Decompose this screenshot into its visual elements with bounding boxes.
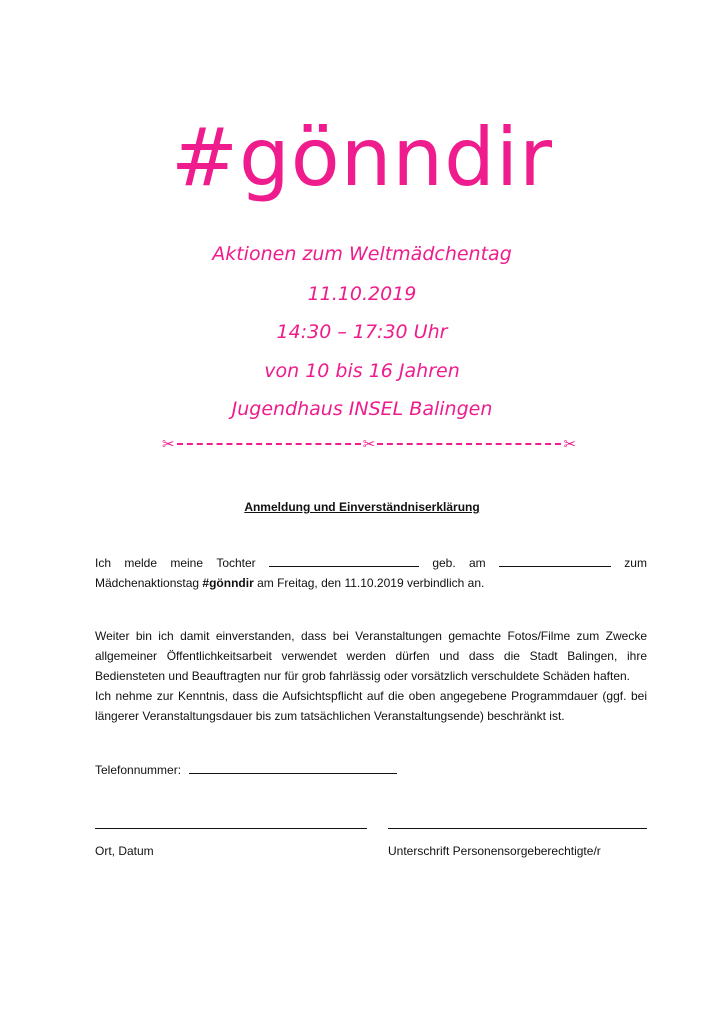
event-age-range: von 10 bis 16 Jahren — [264, 360, 460, 382]
daughter-name-field[interactable] — [269, 554, 419, 567]
word: meine — [170, 556, 204, 570]
event-location: Jugendhaus INSEL Balingen — [231, 398, 493, 420]
word: melde — [124, 556, 158, 570]
place-date-field[interactable] — [95, 828, 367, 829]
word: zum — [624, 556, 647, 570]
registration-line-2 — [95, 573, 647, 593]
event-date: 11.10.2019 — [307, 283, 417, 305]
supervision-paragraph: Ich nehme zur Kenntnis, dass die Aufsichtspflicht auf die oben angegebene Programmdauer (ggf. bei längerer Veranstaltungsdauer bis zum tatsächlichen Veranstaltungsende) beschränkt ist. — [95, 689, 647, 723]
dashed-divider — [377, 443, 561, 445]
word: geb. — [432, 556, 456, 570]
registration-text: am Freitag, den 11.10.2019 verbindlich an. — [253, 576, 485, 590]
cut-line — [162, 432, 576, 456]
signature-label: Unterschrift Personensorgeberechtigte/r — [388, 844, 601, 858]
word: Tochter — [216, 556, 256, 570]
birthdate-field[interactable] — [499, 554, 611, 567]
phone-row — [95, 760, 647, 780]
place-date-label: Ort, Datum — [95, 844, 154, 858]
registration-paragraph — [95, 553, 647, 593]
word: am — [468, 556, 486, 570]
event-time: 14:30 – 17:30 Uhr — [276, 321, 448, 343]
phone-field[interactable] — [189, 761, 397, 774]
hashtag-title: #gönndir — [170, 111, 554, 204]
consent-paragraph: Weiter bin ich damit einverstanden, dass bei Veranstaltungen gemachte Fotos/Filme zum Zwecke allgemeiner Öffentlichkeitsarbeit verwendet werden dürfen und dass die Stadt Balingen, ihre Bediensteten und Beauftragten nur für grob fahrlässig oder vorsätzlich verschuldete Schäden haften. — [95, 629, 647, 683]
registration-line-1 — [95, 553, 647, 573]
dashed-divider — [177, 443, 361, 445]
scissors-icon: ✂ — [563, 435, 577, 453]
word: Ich — [95, 556, 112, 570]
registration-text: Mädchenaktionstag — [95, 576, 203, 590]
scissors-icon: ✂ — [362, 435, 376, 453]
scissors-icon: ✂ — [162, 435, 175, 453]
form-title: Anmeldung und Einverständniserklärung — [244, 500, 480, 514]
hashtag-inline: #gönndir — [202, 576, 254, 590]
phone-label: Telefonnummer: — [95, 763, 182, 777]
event-subtitle: Aktionen zum Weltmädchentag — [212, 243, 512, 265]
signature-field[interactable] — [388, 828, 647, 829]
